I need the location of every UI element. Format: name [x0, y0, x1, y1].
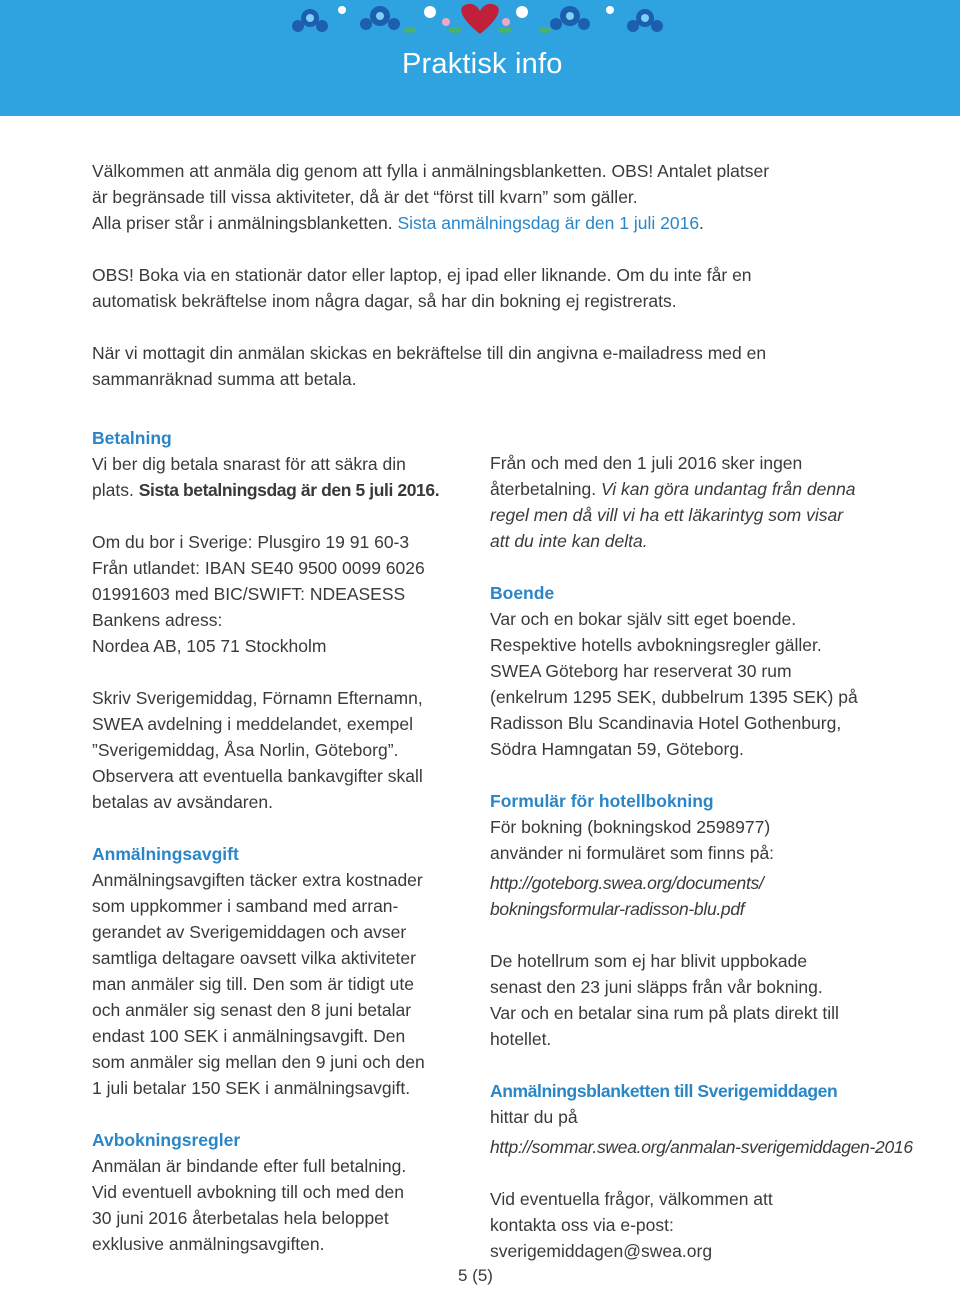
boende-line: Var och en bokar själv sitt eget boende. [490, 609, 797, 629]
fee-line: som anmäler sig mellan den 9 juni och den [92, 1052, 425, 1072]
intro-line: Välkommen att anmäla dig genom att fylla i anmälningsblanketten. OBS! Antalet platser [92, 161, 770, 181]
flower-ornament-icon [270, 0, 690, 44]
fee-line: man anmäler sig till. Den som är tidigt ute [92, 974, 414, 994]
fee-line: endast 100 SEK i anmälningsavgift. Den [92, 1026, 406, 1046]
refund-exception-line: regel men då vill vi ha ett läkarintyg som visar [490, 505, 844, 525]
blankett-heading: Anmälningsblanketten till Sverigemiddagen [490, 1081, 838, 1101]
betalning-line: Vi ber dig betala snarast för att säkra din [92, 454, 406, 474]
instruction-line: ”Sverigemiddag, Åsa Norlin, Göteborg”. [92, 740, 399, 760]
intro-line: OBS! Boka via en stationär dator eller laptop, ej ipad eller liknande. Om du inte får en [92, 265, 752, 285]
intro-section [92, 158, 872, 418]
boende-line: Respektive hotells avbokningsregler gäller. [490, 635, 822, 655]
intro-paragraph-1 [92, 158, 872, 236]
fee-line: som uppkommer i samband med arran- [92, 896, 399, 916]
cancel-line: Anmälan är bindande efter full betalning. [92, 1156, 407, 1176]
intro-paragraph-3 [92, 340, 872, 392]
bank-line: Om du bor i Sverige: Plusgiro 19 91 60-3 [92, 532, 410, 552]
betalning-text: plats. [92, 480, 134, 500]
refund-exception: Vi kan göra undantag från denna [600, 479, 856, 499]
contact-line: kontakta oss via e-post: [490, 1215, 674, 1235]
intro-line: sammanräknad summa att betala. [92, 369, 357, 389]
contact-line: Vid eventuella frågor, välkommen att [490, 1189, 773, 1209]
fee-line: samtliga deltagare oavsett vilka aktiviteter [92, 948, 416, 968]
punctuation: . [434, 480, 440, 500]
boende-line: (enkelrum 1295 SEK, dubbelrum 1395 SEK) på [490, 687, 858, 707]
avbokningsregler-heading: Avbokningsregler [92, 1130, 241, 1150]
cancel-line: exklusive anmälningsavgiften. [92, 1234, 325, 1254]
punctuation: . [699, 213, 704, 233]
hotel-booking-link[interactable]: http://goteborg.swea.org/documents/ [490, 873, 764, 893]
hotel-line: använder ni formuläret som finns på: [490, 843, 775, 863]
fee-line: Anmälningsavgiften täcker extra kostnader [92, 870, 423, 890]
refund-exception-line: att du inte kan delta. [490, 531, 648, 551]
release-line: senast den 23 juni släpps från vår bokning. [490, 977, 823, 997]
boende-line: Södra Hamngatan 59, Göteborg. [490, 739, 744, 759]
bank-line: 01991603 med BIC/SWIFT: NDEASESS [92, 584, 406, 604]
boende-line: Radisson Blu Scandinavia Hotel Gothenburg, [490, 713, 842, 733]
release-line: De hotellrum som ej har blivit uppbokade [490, 951, 808, 971]
cancel-line: Vid eventuell avbokning till och med den [92, 1182, 404, 1202]
instruction-line: betalas av avsändaren. [92, 792, 273, 812]
fee-line: gerandet av Sverigemiddagen och avser [92, 922, 407, 942]
boende-line: SWEA Göteborg har reserverat 30 rum [490, 661, 792, 681]
instruction-line: Skriv Sverigemiddag, Förnamn Efternamn, [92, 688, 423, 708]
intro-paragraph-2 [92, 262, 872, 314]
fee-line: och anmäler sig senast den 8 juni betalar [92, 1000, 412, 1020]
release-line: Var och en betalar sina rum på plats direkt till [490, 1003, 839, 1023]
bank-line: Nordea AB, 105 71 Stockholm [92, 636, 327, 656]
betalning-heading: Betalning [92, 428, 172, 448]
boende-heading: Boende [490, 583, 555, 603]
bank-line: Bankens adress: [92, 610, 223, 630]
intro-line: är begränsade till vissa aktiviteter, då är det “först till kvarn” som gäller. [92, 187, 638, 207]
blankett-line: hittar du på [490, 1107, 578, 1127]
cancel-line: 30 juni 2016 återbetalas hela beloppet [92, 1208, 389, 1228]
intro-line: automatisk bekräftelse inom några dagar, så har din bokning ej registrerats. [92, 291, 677, 311]
bank-line: Från utlandet: IBAN SE40 9500 0099 6026 [92, 558, 425, 578]
hotel-booking-link[interactable]: bokningsformular-radisson-blu.pdf [490, 899, 745, 919]
right-column [490, 450, 950, 1264]
header-banner [0, 0, 960, 116]
payment-deadline: Sista betalningsdag är den 5 juli 2016 [138, 480, 435, 500]
contact-email[interactable]: sverigemiddagen@swea.org [490, 1241, 713, 1261]
betalning-line [92, 477, 472, 503]
left-column [92, 425, 472, 1257]
registration-deadline: Sista anmälningsdag är den 1 juli 2016 [397, 213, 700, 233]
refund-line: Från och med den 1 juli 2016 sker ingen [490, 453, 803, 473]
refund-line [490, 476, 950, 502]
refund-text: återbetalning. [490, 479, 597, 499]
hotellbokning-heading: Formulär för hotellbokning [490, 791, 714, 811]
instruction-line: SWEA avdelning i meddelandet, exempel [92, 714, 414, 734]
intro-line: Alla priser står i anmälningsblanketten. [92, 213, 393, 233]
intro-line: När vi mottagit din anmälan skickas en bekräftelse till din angivna e-mailadress med en [92, 343, 767, 363]
registration-form-link[interactable]: http://sommar.swea.org/anmalan-sverigemiddagen-2016 [490, 1137, 913, 1157]
page-number: 5 (5) [458, 1266, 493, 1285]
hotel-line: För bokning (bokningskod 2598977) [490, 817, 771, 837]
fee-line: 1 juli betalar 150 SEK i anmälningsavgift. [92, 1078, 411, 1098]
page-title: Praktisk info [402, 48, 563, 80]
instruction-line: Observera att eventuella bankavgifter skall [92, 766, 423, 786]
release-line: hotellet. [490, 1029, 552, 1049]
anmalningsavgift-heading: Anmälningsavgift [92, 844, 239, 864]
